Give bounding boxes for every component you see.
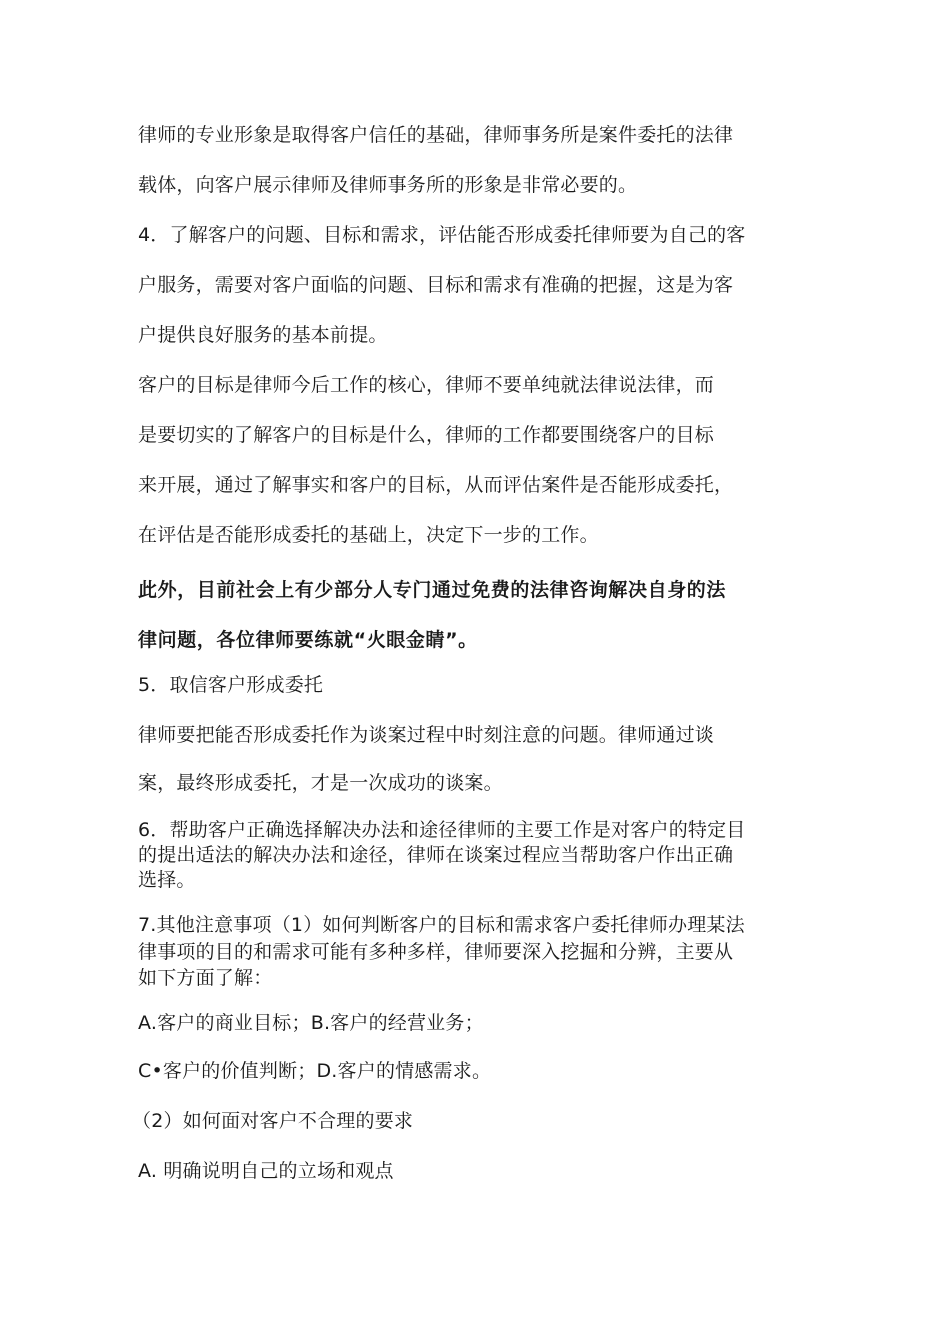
list-a-item: A. 明确说明自己的立场和观点	[138, 1160, 394, 1182]
paragraph-2-line-3: 户提供良好服务的基本前提。	[138, 324, 388, 346]
paragraph-3-line-4: 在评估是否能形成委托的基础上，决定下一步的工作。	[138, 524, 599, 546]
paragraph-4-bold-line-1: 此外，目前社会上有少部分人专门通过免费的法律咨询解决自身的法	[138, 579, 727, 601]
paragraph-3-line-1: 客户的目标是律师今后工作的核心，律师不要单纯就法律说法律，而	[138, 374, 715, 396]
list-ab: A.客户的商业目标；B.客户的经营业务；	[138, 1012, 484, 1034]
paragraph-7-line-3: 选择。	[138, 869, 196, 891]
paragraph-6-line-2: 案，最终形成委托，才是一次成功的谈案。	[138, 772, 503, 794]
paragraph-1-line-2: 载体，向客户展示律师及律师事务所的形象是非常必要的。	[138, 174, 638, 196]
paragraph-8-line-3: 如下方面了解：	[138, 967, 273, 989]
paragraph-8-line-1: 7.其他注意事项（1）如何判断客户的目标和需求客户委托律师办理某法	[138, 914, 745, 936]
paragraph-4-bold-line-2: 律问题，各位律师要练就“火眼金睛”。	[138, 629, 478, 651]
list-cd: C•客户的价值判断；D.客户的情感需求。	[138, 1060, 492, 1082]
paragraph-7-line-2: 的提出适法的解决办法和途径，律师在谈案过程应当帮助客户作出正确	[138, 844, 734, 866]
paragraph-3-line-2: 是要切实的了解客户的目标是什么，律师的工作都要围绕客户的目标	[138, 424, 715, 446]
paragraph-2-line-1: 4．了解客户的问题、目标和需求，评估能否形成委托律师要为自己的客	[138, 224, 746, 246]
paragraph-7-line-1: 6．帮助客户正确选择解决办法和途径律师的主要工作是对客户的特定目	[138, 819, 746, 841]
section-5-heading: 5．取信客户形成委托	[138, 674, 324, 696]
paragraph-1-line-1: 律师的专业形象是取得客户信任的基础，律师事务所是案件委托的法律	[138, 124, 734, 146]
paragraph-2-line-2: 户服务，需要对客户面临的问题、目标和需求有准确的把握，这是为客	[138, 274, 734, 296]
subsection-2-heading: （2）如何面对客户不合理的要求	[132, 1110, 414, 1132]
paragraph-3-line-3: 来开展，通过了解事实和客户的目标，从而评估案件是否能形成委托，	[138, 474, 734, 496]
paragraph-6-line-1: 律师要把能否形成委托作为谈案过程中时刻注意的问题。律师通过谈	[138, 724, 715, 746]
paragraph-8-line-2: 律事项的目的和需求可能有多种多样，律师要深入挖掘和分辨，主要从	[138, 941, 734, 963]
